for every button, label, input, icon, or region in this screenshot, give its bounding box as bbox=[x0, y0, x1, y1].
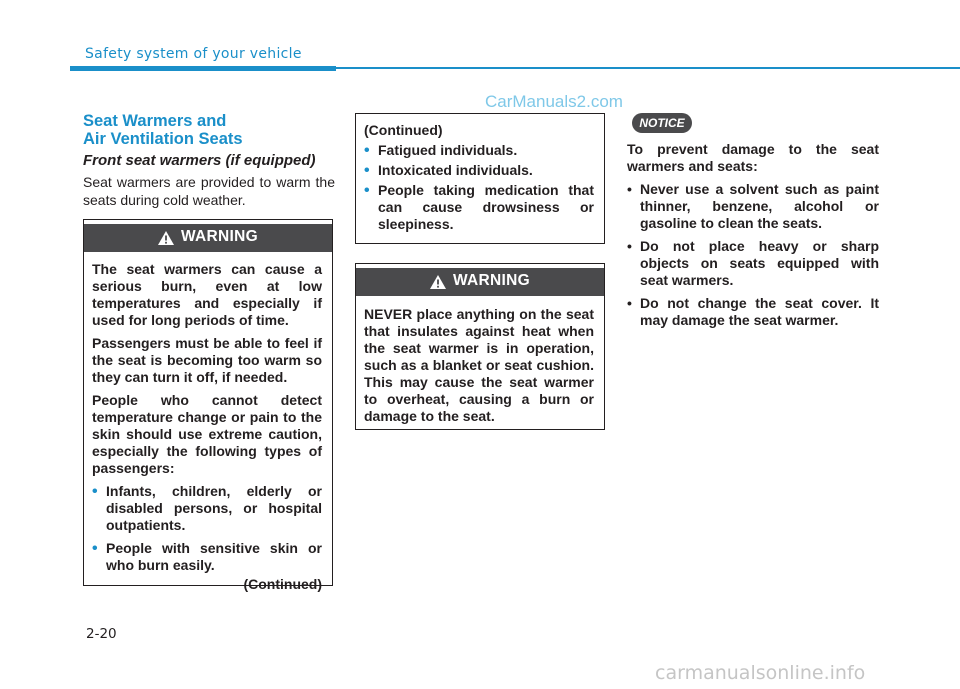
list-item: • Do not change the seat cover. It may damage the seat warmer. bbox=[627, 295, 879, 328]
bullet-icon: • bbox=[92, 540, 98, 557]
intro-paragraph: Seat warmers are provided to warm the seats during cold weather. bbox=[83, 174, 335, 208]
warning-body bbox=[84, 252, 332, 593]
continued-warning-box bbox=[355, 113, 605, 244]
list-item: • Never use a solvent such as paint thinner, benzene, alcohol or gasoline to clean the seats. bbox=[627, 181, 879, 231]
warning-triangle-icon bbox=[158, 231, 174, 245]
header-rule bbox=[336, 67, 960, 69]
list-item: • Infants, children, elderly or disabled persons, or hospital outpatients. bbox=[92, 483, 322, 533]
bullet-icon: • bbox=[92, 483, 98, 500]
header-accent-bar bbox=[70, 66, 336, 71]
list-item: • Intoxicated individuals. bbox=[364, 162, 533, 179]
subsection-title: Front seat warmers (if equipped) bbox=[83, 152, 316, 169]
list-item: • People with sensitive skin or who burn easily. bbox=[92, 540, 322, 573]
bullet-icon: • bbox=[627, 295, 632, 311]
page-title bbox=[83, 112, 343, 148]
warning-paragraph: Passengers must be able to feel if the seat is becoming too warm so they can turn it off, if needed. bbox=[92, 335, 322, 385]
bullet-icon: • bbox=[364, 142, 370, 159]
continued-label: (Continued) bbox=[243, 576, 322, 592]
title-line-2: Air Ventilation Seats bbox=[83, 130, 243, 148]
watermark-bottom: carmanualsonline.info bbox=[655, 662, 866, 684]
warning-header bbox=[84, 224, 332, 252]
page-number: 2-20 bbox=[86, 626, 117, 642]
warning-box-1 bbox=[83, 219, 333, 592]
continued-heading: (Continued) bbox=[364, 122, 443, 138]
warning-triangle-icon bbox=[430, 275, 446, 289]
title-line-1: Seat Warmers and bbox=[83, 112, 227, 130]
warning-paragraph: The seat warmers can cause a serious burn, even at low temperatures and especially if used for long periods of time. bbox=[92, 261, 322, 328]
list-item: • People taking medication that can cause drowsiness or sleepiness. bbox=[364, 182, 594, 232]
watermark-top: CarManuals2.com bbox=[485, 92, 623, 111]
warning-box-2 bbox=[355, 263, 605, 430]
notice-body bbox=[627, 141, 879, 335]
bullet-icon: • bbox=[627, 181, 632, 197]
continued-body bbox=[356, 114, 604, 233]
notice-badge: NOTICE bbox=[632, 113, 692, 133]
warning-paragraph: People who cannot detect temperature change or pain to the skin should use extreme caution, especially the following types of passengers: bbox=[92, 392, 322, 476]
warning-label: WARNING bbox=[452, 272, 530, 289]
warning-label: WARNING bbox=[180, 228, 258, 245]
section-header-title: Safety system of your vehicle bbox=[85, 46, 302, 62]
warning-body bbox=[356, 296, 604, 425]
warning-header bbox=[356, 268, 604, 296]
warning-paragraph: NEVER place anything on the seat that insulates against heat when the seat warmer is in operation, such as a blanket or seat cushion. This may cause the seat warmer to overheat, causing a burn or damage to the seat. bbox=[364, 306, 594, 424]
bullet-icon: • bbox=[364, 162, 370, 179]
list-item: • Do not place heavy or sharp objects on seats equipped with seat warmers. bbox=[627, 238, 879, 288]
bullet-icon: • bbox=[364, 182, 370, 199]
notice-intro: To prevent damage to the seat warmers and seats: bbox=[627, 141, 879, 174]
bullet-icon: • bbox=[627, 238, 632, 254]
list-item: • Fatigued individuals. bbox=[364, 142, 518, 159]
